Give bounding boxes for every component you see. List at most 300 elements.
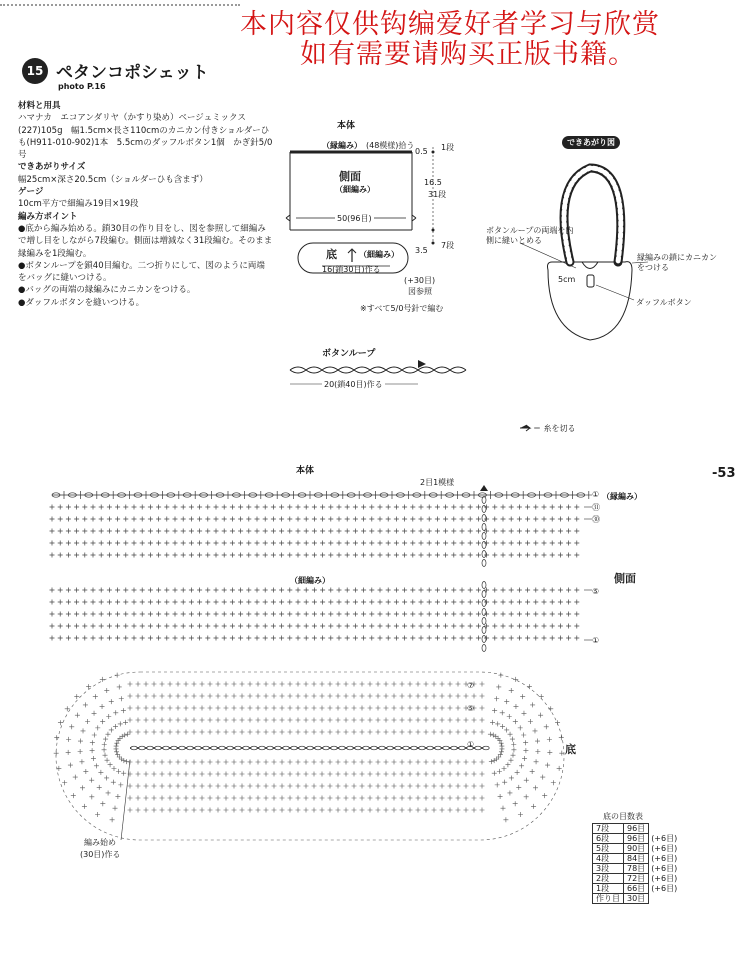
round-end-stitch — [82, 804, 87, 809]
single-crochet — [148, 541, 153, 546]
note-duffle-button: ダッフルボタン — [636, 298, 692, 307]
single-crochet — [419, 553, 424, 558]
single-crochet — [50, 541, 55, 546]
bottom-single-crochet — [408, 730, 413, 735]
seam-chain — [482, 551, 486, 558]
single-crochet — [484, 505, 489, 510]
bottom-single-crochet — [424, 682, 429, 687]
round-end-stitch — [111, 766, 116, 771]
bottom-single-crochet — [408, 706, 413, 711]
gauge-inc-cell — [649, 824, 681, 834]
bottom-single-crochet — [368, 772, 373, 777]
single-crochet — [460, 505, 465, 510]
single-crochet — [91, 636, 96, 641]
bottom-single-crochet — [456, 730, 461, 735]
foundation-chain-stitch — [163, 746, 169, 750]
single-crochet — [550, 553, 555, 558]
single-crochet — [222, 553, 227, 558]
single-crochet — [410, 612, 415, 617]
bottom-single-crochet — [328, 808, 333, 813]
single-crochet — [148, 600, 153, 605]
bottom-single-crochet — [256, 730, 261, 735]
bottom-single-crochet — [280, 808, 285, 813]
single-crochet — [394, 553, 399, 558]
single-crochet — [509, 553, 514, 558]
single-crochet — [82, 600, 87, 605]
bottom-single-crochet — [472, 760, 477, 765]
single-crochet — [115, 636, 120, 641]
legend-arrow — [520, 425, 530, 431]
round-end-stitch — [97, 785, 102, 790]
single-crochet — [509, 541, 514, 546]
bottom-single-crochet — [264, 808, 269, 813]
single-crochet — [115, 517, 120, 522]
gauge-inc-cell: (+6目) — [651, 864, 678, 873]
bottom-single-crochet — [360, 784, 365, 789]
single-crochet — [205, 541, 210, 546]
bottom-single-crochet — [320, 706, 325, 711]
bottom-single-crochet — [368, 808, 373, 813]
bottom-single-crochet — [464, 796, 469, 801]
seam-chain — [482, 497, 486, 504]
round-end-stitch — [109, 699, 114, 704]
bottom-single-crochet — [480, 796, 485, 801]
single-crochet — [386, 505, 391, 510]
single-crochet — [58, 588, 63, 593]
bottom-single-crochet — [376, 796, 381, 801]
bottom-single-crochet — [344, 682, 349, 687]
bottom-single-crochet — [344, 772, 349, 777]
single-crochet — [173, 529, 178, 534]
bottom-single-crochet — [336, 730, 341, 735]
chart-title: 本体 — [296, 466, 315, 476]
single-crochet — [238, 624, 243, 629]
single-crochet — [435, 529, 440, 534]
single-crochet — [369, 636, 374, 641]
bottom-single-crochet — [312, 784, 317, 789]
bottom-single-crochet — [360, 808, 365, 813]
bottom-single-crochet — [384, 808, 389, 813]
foundation-chain-stitch — [131, 746, 137, 750]
single-crochet — [443, 600, 448, 605]
single-crochet — [255, 612, 260, 617]
single-crochet — [230, 553, 235, 558]
round-end-stitch — [547, 737, 552, 742]
single-crochet — [263, 529, 268, 534]
single-crochet — [279, 505, 284, 510]
single-crochet — [156, 600, 161, 605]
edge-note: (48模様)拾う — [366, 141, 415, 150]
bottom-single-crochet — [136, 718, 141, 723]
single-crochet — [533, 505, 538, 510]
single-crochet — [140, 624, 145, 629]
bottom-single-crochet — [152, 682, 157, 687]
bottom-single-crochet — [304, 694, 309, 699]
round-end-stitch — [115, 673, 120, 678]
foundation-chain-stitch — [371, 746, 377, 750]
bottom-single-crochet — [144, 682, 149, 687]
seam-chain — [482, 600, 486, 607]
single-crochet — [468, 636, 473, 641]
bottom-single-crochet — [192, 784, 197, 789]
bottom-single-crochet — [352, 694, 357, 699]
legend-cut-yarn: ＝ 糸を切る — [533, 424, 576, 433]
bottom-single-crochet — [400, 808, 405, 813]
single-crochet — [123, 588, 128, 593]
single-crochet — [566, 600, 571, 605]
single-crochet — [353, 517, 358, 522]
single-crochet — [82, 529, 87, 534]
round-end-stitch — [62, 780, 67, 785]
single-crochet — [542, 505, 547, 510]
single-crochet — [115, 600, 120, 605]
single-crochet — [271, 636, 276, 641]
single-crochet — [263, 636, 268, 641]
single-crochet — [574, 505, 579, 510]
bottom-single-crochet — [440, 694, 445, 699]
single-crochet — [164, 517, 169, 522]
seam-chain — [482, 524, 486, 531]
bottom-single-crochet — [160, 694, 165, 699]
round-end-stitch — [113, 806, 118, 811]
gauge-row-cell: 4段 — [593, 854, 624, 864]
single-crochet — [542, 529, 547, 534]
single-crochet — [550, 612, 555, 617]
round-end-stitch — [74, 694, 79, 699]
round-end-stitch — [95, 725, 100, 730]
round-end-stitch — [114, 749, 119, 754]
single-crochet — [148, 636, 153, 641]
single-crochet — [255, 588, 260, 593]
bottom-single-crochet — [400, 784, 405, 789]
bottom-single-crochet — [480, 760, 485, 765]
round-end-stitch — [124, 759, 129, 764]
single-crochet — [50, 588, 55, 593]
single-crochet — [189, 600, 194, 605]
single-crochet — [255, 600, 260, 605]
single-crochet — [566, 624, 571, 629]
dim-dot — [432, 242, 435, 245]
bottom-single-crochet — [424, 796, 429, 801]
single-crochet — [427, 541, 432, 546]
bottom-single-crochet — [200, 730, 205, 735]
seam-chain — [482, 506, 486, 513]
single-crochet — [550, 600, 555, 605]
single-crochet — [132, 541, 137, 546]
round-end-stitch — [539, 694, 544, 699]
bottom-single-crochet — [432, 706, 437, 711]
bottom-single-crochet — [368, 706, 373, 711]
single-crochet — [230, 624, 235, 629]
single-crochet — [320, 505, 325, 510]
bottom-single-crochet — [424, 694, 429, 699]
single-crochet — [312, 553, 317, 558]
bottom-single-crochet — [288, 796, 293, 801]
bottom-single-crochet — [408, 694, 413, 699]
single-crochet — [304, 505, 309, 510]
bottom-single-crochet — [432, 772, 437, 777]
bottom-single-crochet — [176, 796, 181, 801]
single-crochet — [427, 612, 432, 617]
single-crochet — [378, 600, 383, 605]
single-crochet — [525, 529, 530, 534]
single-crochet — [173, 517, 178, 522]
round-end-stitch — [559, 751, 564, 756]
round-end-stitch — [100, 704, 105, 709]
bottom-single-crochet — [264, 730, 269, 735]
single-crochet — [263, 588, 268, 593]
bottom-single-crochet — [416, 784, 421, 789]
bottom-single-crochet — [256, 760, 261, 765]
single-crochet — [74, 636, 79, 641]
foundation-chain-stitch — [315, 746, 321, 750]
single-crochet — [123, 600, 128, 605]
single-crochet — [435, 517, 440, 522]
bottom-single-crochet — [240, 730, 245, 735]
bottom-single-crochet — [320, 784, 325, 789]
single-crochet — [296, 553, 301, 558]
bottom-single-crochet — [448, 784, 453, 789]
single-crochet — [197, 588, 202, 593]
bottom-single-crochet — [312, 796, 317, 801]
single-crochet — [419, 624, 424, 629]
round-end-stitch — [534, 759, 539, 764]
bottom-single-crochet — [432, 760, 437, 765]
single-crochet — [369, 588, 374, 593]
single-crochet — [263, 612, 268, 617]
single-crochet — [394, 636, 399, 641]
single-crochet — [492, 600, 497, 605]
bottom-single-crochet — [160, 760, 165, 765]
bottom-single-crochet — [456, 718, 461, 723]
single-crochet — [50, 636, 55, 641]
single-crochet — [378, 588, 383, 593]
bottom-single-crochet — [384, 694, 389, 699]
bottom-single-crochet — [376, 808, 381, 813]
single-crochet — [66, 529, 71, 534]
single-crochet — [132, 612, 137, 617]
bottom-single-crochet — [352, 760, 357, 765]
single-crochet — [296, 529, 301, 534]
foundation-chain-stitch — [475, 746, 481, 750]
bottom-single-crochet — [264, 718, 269, 723]
single-crochet — [419, 529, 424, 534]
gauge-table-row — [593, 834, 681, 844]
bottom-single-crochet — [256, 784, 261, 789]
bottom-single-crochet — [320, 772, 325, 777]
single-crochet — [542, 624, 547, 629]
round-end-stitch — [98, 770, 103, 775]
single-crochet — [99, 529, 104, 534]
bottom-single-crochet — [448, 706, 453, 711]
foundation-chain-stitch — [267, 746, 273, 750]
round-end-stitch — [85, 719, 90, 724]
round-end-stitch — [548, 706, 553, 711]
single-crochet — [74, 600, 79, 605]
single-crochet — [246, 541, 251, 546]
single-crochet — [181, 541, 186, 546]
bottom-single-crochet — [416, 808, 421, 813]
round-end-stitch — [113, 724, 118, 729]
single-crochet — [509, 529, 514, 534]
single-crochet — [132, 600, 137, 605]
single-crochet — [525, 588, 530, 593]
single-crochet — [214, 517, 219, 522]
single-crochet — [337, 624, 342, 629]
single-crochet — [492, 517, 497, 522]
single-crochet — [427, 600, 432, 605]
single-crochet — [451, 553, 456, 558]
single-crochet — [386, 612, 391, 617]
bottom-single-crochet — [280, 694, 285, 699]
single-crochet — [550, 636, 555, 641]
single-crochet — [345, 529, 350, 534]
bottom-single-crochet — [320, 682, 325, 687]
bottom-single-crochet — [280, 730, 285, 735]
single-crochet — [140, 600, 145, 605]
round-end-stitch — [521, 711, 526, 716]
single-crochet — [328, 600, 333, 605]
single-crochet — [517, 600, 522, 605]
single-crochet — [304, 624, 309, 629]
bottom-single-crochet — [424, 760, 429, 765]
bottom-single-crochet — [416, 796, 421, 801]
bottom-single-crochet — [176, 772, 181, 777]
gauge-count-cell: 84目 — [624, 854, 649, 864]
single-crochet — [287, 553, 292, 558]
bottom-single-crochet — [280, 760, 285, 765]
bottom-single-crochet — [232, 694, 237, 699]
single-crochet — [246, 588, 251, 593]
bottom-single-crochet — [344, 808, 349, 813]
bottom-single-crochet — [440, 772, 445, 777]
bottom-single-crochet — [472, 718, 477, 723]
round-end-stitch — [488, 732, 493, 737]
single-crochet — [115, 624, 120, 629]
round-end-stitch — [92, 711, 97, 716]
bottom-single-crochet — [400, 694, 405, 699]
single-crochet — [558, 541, 563, 546]
round-end-stitch — [118, 721, 123, 726]
bottom-single-crochet — [136, 784, 141, 789]
single-crochet — [74, 588, 79, 593]
gauge-count-cell: 66目 — [624, 884, 649, 894]
foundation-chain-stitch — [483, 746, 489, 750]
single-crochet — [542, 612, 547, 617]
single-crochet — [287, 517, 292, 522]
bottom-single-crochet — [408, 784, 413, 789]
single-crochet — [517, 588, 522, 593]
bottom-single-crochet — [336, 772, 341, 777]
foundation-chain-stitch — [395, 746, 401, 750]
single-crochet — [74, 517, 79, 522]
single-crochet — [82, 624, 87, 629]
single-crochet — [451, 612, 456, 617]
start-label: 編み始め — [84, 838, 116, 847]
round-end-stitch — [523, 740, 528, 745]
bottom-single-crochet — [400, 706, 405, 711]
single-crochet — [91, 600, 96, 605]
bottom-single-crochet — [208, 718, 213, 723]
single-crochet — [66, 636, 71, 641]
bottom-single-crochet — [392, 760, 397, 765]
bottom-single-crochet — [224, 796, 229, 801]
single-crochet — [189, 588, 194, 593]
single-crochet — [550, 541, 555, 546]
single-crochet — [304, 541, 309, 546]
single-crochet — [123, 612, 128, 617]
single-crochet — [361, 517, 366, 522]
round-end-stitch — [535, 749, 540, 754]
bottom-single-crochet — [128, 730, 133, 735]
single-crochet — [255, 541, 260, 546]
start-leader — [121, 760, 130, 840]
dim-dot — [432, 229, 435, 232]
round-end-stitch — [503, 817, 508, 822]
bottom-single-crochet — [280, 796, 285, 801]
bottom-single-crochet — [160, 730, 165, 735]
side-label: 側面 — [339, 170, 361, 183]
bottom-single-crochet — [400, 682, 405, 687]
round-end-stitch — [502, 766, 507, 771]
foundation-chain-stitch — [355, 746, 361, 750]
bottom-single-crochet — [208, 784, 213, 789]
bottom-single-crochet — [344, 718, 349, 723]
single-crochet — [451, 600, 456, 605]
bottom-single-crochet — [184, 706, 189, 711]
row-label: ㉚ — [592, 515, 600, 524]
single-crochet — [451, 588, 456, 593]
single-crochet — [271, 553, 276, 558]
single-crochet — [427, 505, 432, 510]
round-end-stitch — [524, 794, 529, 799]
single-crochet — [337, 541, 342, 546]
single-crochet — [197, 600, 202, 605]
bottom-single-crochet — [336, 682, 341, 687]
single-crochet — [74, 541, 79, 546]
foundation-chain-stitch — [251, 746, 257, 750]
single-crochet — [361, 636, 366, 641]
single-crochet — [427, 588, 432, 593]
seam-chain — [482, 591, 486, 598]
foundation-chain-stitch — [195, 746, 201, 750]
bottom-single-crochet — [224, 718, 229, 723]
single-crochet — [353, 624, 358, 629]
gauge-heading: ゲージ — [18, 187, 44, 198]
bottom-single-crochet — [304, 730, 309, 735]
round-end-stitch — [80, 785, 85, 790]
round-end-stitch — [102, 747, 107, 752]
single-crochet — [492, 624, 497, 629]
single-crochet — [173, 553, 178, 558]
single-crochet — [320, 600, 325, 605]
bottom-single-crochet — [360, 796, 365, 801]
bottom-single-crochet — [360, 694, 365, 699]
bottom-single-crochet — [440, 760, 445, 765]
round-end-stitch — [58, 720, 63, 725]
single-crochet — [205, 612, 210, 617]
single-crochet — [509, 588, 514, 593]
single-crochet — [378, 624, 383, 629]
single-crochet — [246, 612, 251, 617]
bottom-single-crochet — [424, 706, 429, 711]
single-crochet — [230, 517, 235, 522]
bottom-single-crochet — [288, 760, 293, 765]
single-crochet — [164, 600, 169, 605]
single-crochet — [246, 636, 251, 641]
bottom-single-crochet — [248, 796, 253, 801]
single-crochet — [394, 517, 399, 522]
